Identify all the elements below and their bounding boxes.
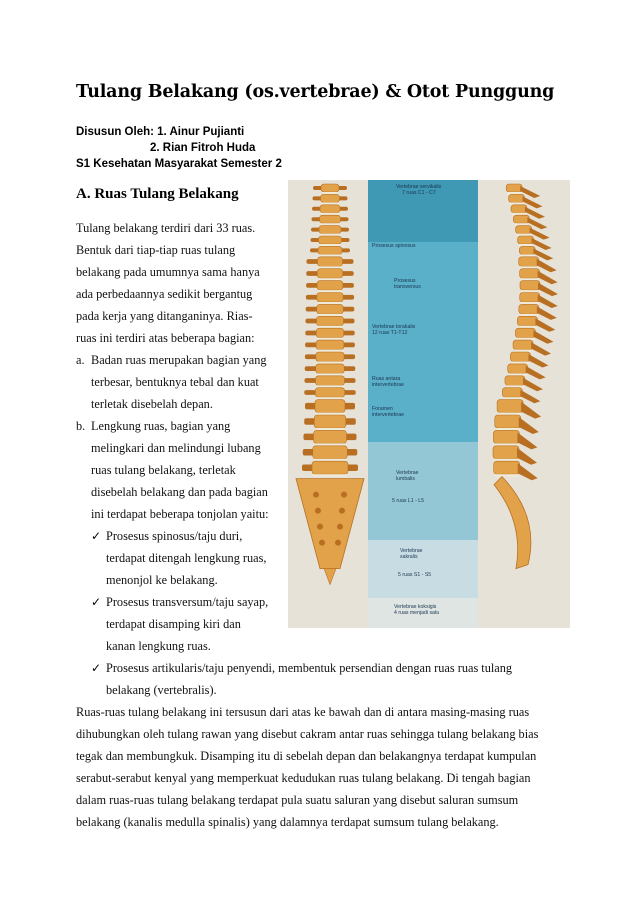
body-line: Bentuk dari tiap-tiap ruas tulang bbox=[76, 243, 236, 257]
intervertebral-disc bbox=[314, 459, 347, 461]
vertebra-body-side bbox=[497, 400, 523, 413]
vertebra-body bbox=[313, 446, 348, 459]
list-marker-b: b. bbox=[76, 419, 86, 433]
spinous-process bbox=[528, 354, 548, 368]
vertebra-body bbox=[317, 269, 342, 279]
intervertebral-disc-side bbox=[519, 244, 533, 246]
intervertebral-disc bbox=[322, 202, 339, 204]
intervertebral-disc-side bbox=[518, 326, 536, 328]
intervertebral-disc bbox=[316, 413, 344, 415]
vertebra-body-side bbox=[493, 446, 519, 459]
spinous-process bbox=[526, 366, 546, 380]
check-item-3-line: Prosesus artikularis/taju penyendi, membentuk persendian dengan ruas ruas tulang bbox=[106, 661, 513, 675]
intervertebral-disc-side bbox=[514, 350, 532, 352]
sacrum-side bbox=[494, 477, 531, 569]
intervertebral-disc-side bbox=[509, 373, 527, 375]
label-transversus: Prosesus transversus bbox=[394, 278, 421, 290]
vertebra-body bbox=[314, 415, 346, 428]
intervertebral-disc bbox=[315, 428, 345, 430]
intervertebral-disc bbox=[320, 244, 341, 246]
intervertebral-disc bbox=[318, 302, 342, 304]
intervertebral-disc-side bbox=[496, 428, 520, 430]
check-item-2-line: terdapat disamping kiri dan bbox=[106, 617, 241, 631]
intervertebral-disc-side bbox=[495, 474, 519, 476]
list-item-b-line: disebelah belakang dan pada bagian bbox=[91, 485, 268, 499]
intervertebral-disc-side bbox=[506, 385, 524, 387]
spine-front-view bbox=[296, 184, 364, 585]
intervertebral-disc bbox=[317, 350, 343, 352]
body-line: ada perbedaannya sedikit bergantug bbox=[76, 287, 253, 301]
coccyx bbox=[324, 569, 336, 585]
paragraph-line: serabut-serabut kenyal yang memperkuat kedudukan ruas tulang belakang. Di tengah bagian bbox=[76, 771, 531, 785]
checkmark-icon: ✓ bbox=[91, 661, 102, 675]
paragraph-line: Ruas-ruas tulang belakang ini tersusun dari atas ke bawah dan di antara masing-masing ruas bbox=[76, 705, 530, 719]
spinous-process bbox=[531, 342, 551, 356]
intervertebral-disc bbox=[315, 443, 346, 445]
vertebra-body bbox=[318, 246, 342, 254]
intervertebral-disc-side bbox=[510, 202, 524, 204]
sacral-foramen bbox=[339, 508, 345, 514]
author-line-1: Disusun Oleh: 1. Ainur Pujianti bbox=[76, 126, 245, 138]
sacral-foramen bbox=[335, 540, 341, 546]
sacral-foramen bbox=[317, 524, 323, 530]
intervertebral-disc bbox=[318, 326, 343, 328]
vertebra-body-side bbox=[508, 364, 528, 374]
sacral-foramen bbox=[337, 524, 343, 530]
intervertebral-disc bbox=[313, 474, 347, 476]
check-item-3-line: belakang (vertebralis). bbox=[106, 683, 217, 697]
spine-figure bbox=[288, 180, 570, 628]
vertebra-body-side bbox=[505, 376, 525, 386]
intervertebral-disc-side bbox=[521, 290, 539, 292]
vertebra-body bbox=[317, 304, 344, 314]
paragraph-line: tegak dan membungkuk. Disamping itu di sebelah depan dan belakangnya terdapat kumpulan bbox=[76, 749, 537, 763]
vertebra-body-side bbox=[519, 304, 539, 314]
intervertebral-disc-side bbox=[520, 266, 538, 268]
sacral-foramen bbox=[341, 492, 347, 498]
vertebra-body bbox=[312, 461, 348, 474]
intervertebral-disc-side bbox=[503, 397, 521, 399]
sacrum bbox=[296, 479, 364, 569]
spinous-process bbox=[535, 318, 555, 332]
vertebra-body-side bbox=[509, 194, 525, 202]
list-item-b-line: ruas tulang belakang, terletak bbox=[91, 463, 236, 477]
check-item-1-line: terdapat ditengah lengkung ruas, bbox=[106, 551, 267, 565]
list-item-a-line: Badan ruas merupakan bagian yang bbox=[91, 353, 267, 367]
intervertebral-disc bbox=[318, 314, 343, 316]
vertebra-body bbox=[317, 281, 343, 291]
vertebra-body bbox=[319, 226, 341, 234]
vertebra-body-side bbox=[513, 215, 529, 223]
author-line-2: 2. Rian Fitroh Huda bbox=[150, 142, 256, 154]
paragraph-line: dihubungkan oleh tulang rawan yang disebut cakram antar ruas sehingga tulang belakang bias bbox=[76, 727, 539, 741]
vertebra-body-side bbox=[520, 293, 540, 303]
spinous-process bbox=[519, 417, 539, 434]
vertebra-body-side bbox=[519, 257, 539, 267]
intervertebral-disc bbox=[319, 254, 341, 256]
intervertebral-disc bbox=[319, 266, 342, 268]
list-item-a-line: terbesar, bentuknya tebal dan kuat bbox=[91, 375, 259, 389]
vertebra-body-side bbox=[494, 461, 520, 474]
vertebra-body bbox=[319, 236, 342, 244]
panel-sacral bbox=[368, 540, 478, 598]
intervertebral-disc-side bbox=[520, 254, 534, 256]
intervertebral-disc-side bbox=[511, 362, 529, 364]
vertebra-body-side bbox=[510, 352, 530, 362]
vertebra-body bbox=[316, 364, 345, 374]
intervertebral-disc-side bbox=[517, 234, 531, 236]
vertebra-body bbox=[320, 215, 341, 223]
list-item-b-line: melingkari dan melindungi lubang bbox=[91, 441, 261, 455]
spinous-process bbox=[521, 402, 541, 419]
vertebra-body-side bbox=[516, 226, 532, 234]
vertebra-body bbox=[320, 205, 340, 213]
intervertebral-disc-side bbox=[512, 213, 526, 215]
intervertebral-disc-side bbox=[520, 314, 538, 316]
vertebra-body bbox=[315, 388, 344, 398]
sacral-foramen bbox=[315, 508, 321, 514]
spinous-process bbox=[538, 271, 558, 285]
spinous-process bbox=[523, 378, 543, 392]
vertebra-body bbox=[318, 257, 343, 267]
panel-lumbar bbox=[368, 442, 478, 540]
label-coccyx: Vertebrae koksigis 4 ruas menjadi satu bbox=[394, 604, 440, 616]
intervertebral-disc bbox=[317, 385, 344, 387]
list-marker-a: a. bbox=[76, 353, 85, 367]
sacral-foramen bbox=[313, 492, 319, 498]
check-item-1-line: menonjol ke belakang. bbox=[106, 573, 218, 587]
label-disc: Ruas antara intervertebrae bbox=[372, 376, 405, 388]
vertebra-body-side bbox=[513, 340, 533, 350]
paragraph-line: belakang (kanalis medulla spinalis) yang dalamnya terdapat sumsum tulang belakang. bbox=[76, 815, 499, 829]
intervertebral-disc bbox=[318, 290, 342, 292]
label-lumbar: Vertebrae lumbalis bbox=[396, 470, 419, 482]
intervertebral-disc-side bbox=[507, 192, 521, 194]
vertebra-body-side bbox=[515, 328, 535, 338]
label-thoracic: Vertebrae torakalis 12 ruas T1-T12 bbox=[372, 324, 416, 336]
list-item-b-line: Lengkung ruas, bagian yang bbox=[91, 419, 231, 433]
label-lumbar-count: 5 ruas L1 - L5 bbox=[392, 498, 425, 504]
vertebra-body-side bbox=[502, 388, 522, 398]
paragraph-line: dalam ruas-ruas tulang belakang terdapat pula suatu saluran yang disebut saluran sumsum bbox=[76, 793, 519, 807]
vertebra-body bbox=[321, 194, 340, 202]
body-line: Tulang belakang terdiri dari 33 ruas. bbox=[76, 221, 256, 235]
intervertebral-disc bbox=[320, 234, 340, 236]
intervertebral-disc-side bbox=[494, 443, 518, 445]
intervertebral-disc bbox=[317, 373, 344, 375]
checkmark-icon: ✓ bbox=[91, 529, 102, 543]
spine-side-view bbox=[493, 184, 558, 569]
vertebra-body-side bbox=[518, 236, 534, 244]
check-item-1-line: Prosesus spinosus/taju duri, bbox=[106, 529, 243, 543]
section-heading: A. Ruas Tulang Belakang bbox=[76, 186, 239, 202]
label-spinosus: Prosesus spinosus bbox=[372, 243, 416, 249]
body-line: ruas ini terdiri atas beberapa bagian: bbox=[76, 331, 255, 345]
vertebra-body-side bbox=[493, 430, 519, 443]
spinous-process bbox=[538, 283, 558, 297]
check-item-2-line: Prosesus transversum/taju sayap, bbox=[106, 595, 269, 609]
spine-illustration bbox=[288, 180, 570, 628]
spinous-process bbox=[517, 432, 537, 449]
document-title: Tulang Belakang (os.vertebrae) & Otot Punggung bbox=[76, 82, 555, 102]
vertebra-body-side bbox=[511, 205, 527, 213]
list-item-a-line: terletak disebelah depan. bbox=[91, 397, 213, 411]
intervertebral-disc bbox=[321, 213, 339, 215]
checkmark-icon: ✓ bbox=[91, 595, 102, 609]
vertebra-body bbox=[317, 293, 343, 303]
vertebra-body bbox=[316, 376, 345, 386]
label-sacral-count: 5 ruas S1 - S5 bbox=[398, 572, 432, 578]
vertebra-body bbox=[316, 340, 344, 350]
spinous-process bbox=[520, 390, 540, 404]
intervertebral-disc bbox=[318, 278, 341, 280]
vertebra-body bbox=[321, 184, 339, 192]
vertebra-body bbox=[315, 400, 345, 413]
vertebra-body bbox=[316, 352, 344, 362]
intervertebral-disc bbox=[321, 223, 340, 225]
spinous-process bbox=[517, 448, 537, 465]
label-sacral: Vertebrae sakralis bbox=[400, 548, 423, 560]
list-item-b-line: ini terdapat beberapa tonjolan yaitu: bbox=[91, 507, 269, 521]
vertebra-body bbox=[314, 430, 347, 443]
vertebra-body-side bbox=[520, 269, 540, 279]
intervertebral-disc bbox=[317, 338, 342, 340]
check-item-2-line: kanan lengkung ruas. bbox=[106, 639, 211, 653]
spinous-process bbox=[538, 295, 558, 309]
vertebra-body-side bbox=[520, 281, 540, 291]
intervertebral-disc-side bbox=[514, 223, 528, 225]
label-foramen: Foramen intervertebrae bbox=[372, 406, 405, 418]
intervertebral-disc bbox=[317, 362, 343, 364]
intervertebral-disc-side bbox=[521, 278, 539, 280]
intervertebral-disc bbox=[322, 192, 338, 194]
vertebra-body bbox=[316, 328, 343, 338]
spinous-process bbox=[518, 463, 538, 480]
intervertebral-disc-side bbox=[494, 459, 518, 461]
intervertebral-disc-side bbox=[521, 302, 539, 304]
vertebra-body-side bbox=[495, 415, 521, 428]
label-cervical: Vertebrae servikalis 7 ruas C1 - C7 bbox=[396, 184, 442, 196]
vertebra-body-side bbox=[519, 246, 535, 254]
intervertebral-disc-side bbox=[516, 338, 534, 340]
spinous-process bbox=[533, 330, 553, 344]
intervertebral-disc-side bbox=[498, 413, 522, 415]
spinous-process bbox=[537, 306, 557, 320]
vertebra-body-side bbox=[506, 184, 522, 192]
intervertebral-disc bbox=[316, 397, 343, 399]
author-line-3: S1 Kesehatan Masyarakat Semester 2 bbox=[76, 158, 282, 170]
sacral-foramen bbox=[319, 540, 325, 546]
vertebra-body-side bbox=[517, 316, 537, 326]
vertebra-body bbox=[317, 316, 344, 326]
body-line: pada kerja yang ditanganinya. Rias- bbox=[76, 309, 253, 323]
body-line: belakang pada umumnya sama hanya bbox=[76, 265, 260, 279]
